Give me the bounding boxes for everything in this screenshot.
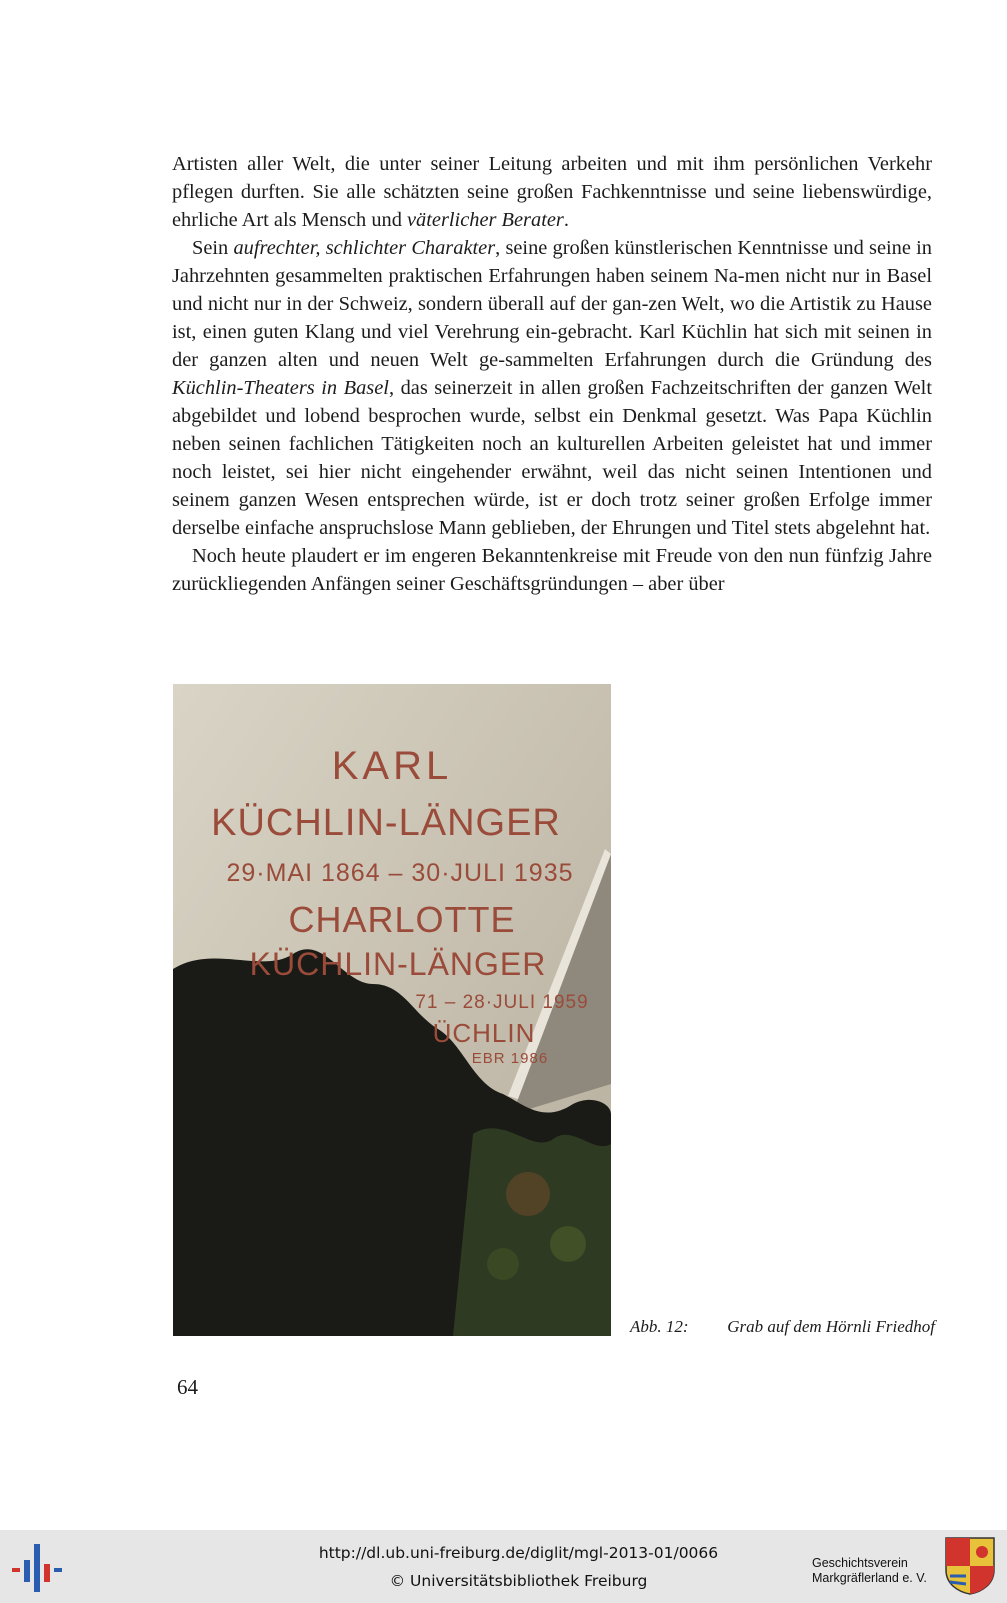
text-segment: , seine großen künstlerischen Kenntnisse und seine in Jahrzehnten gesammelten praktischen Erfahrungen haben seinem Na-men nicht nur in Basel und nicht nur in der Schweiz, sondern überall auf der gan-zen Welt, wo die Artistik zu Hause ist, einen guten Klang und viel Verehrung ein-gebracht. Karl Küchlin hat sich mit seinen in der ganzen alten und neuen Welt ge-sammelten Erfahrungen durch die Gründung des [172, 237, 932, 371]
text-segment: . [563, 209, 569, 231]
text-segment: Noch heute plaudert er im engeren Bekanntenkreise mit Freude von den nun fünfzig Jahre zurückliegenden Anfängen seiner Geschäftsgründungen – aber über [172, 545, 932, 595]
text-segment: Sein [192, 237, 234, 259]
text-segment: , das seinerzeit in allen großen Fachzeitschriften der ganzen Welt abgebildet und lobend besprochen wurde, selbst ein Denkmal gesetzt. Was Papa Küchlin neben seinen fachlichen Tätigkeiten noch an kulturellen Arbeiten geleistet hat und immer noch leistet, sei hier nicht eingehender erwähnt, weil das nicht seinen Intentionen und seinem ganzen Wesen entsprechen würde, ist er doch trotz seiner großen Erfolge immer derselbe einfache anspruchslose Mann geblieben, der Ehrungen und Titel stets abgelehnt hat. [172, 377, 932, 539]
grave-photo [173, 684, 611, 1336]
society-name [812, 1556, 942, 1586]
inscription-line-2: KÜCHLIN-LÄNGER [211, 802, 561, 844]
society-line-2: Markgräflerland e. V. [812, 1571, 927, 1585]
paragraph [172, 542, 932, 598]
figure-caption [630, 1317, 935, 1337]
caption-text: Grab auf dem Hörnli Friedhof [727, 1317, 935, 1336]
paragraph [172, 234, 932, 542]
inscription-line-1: KARL [331, 744, 453, 788]
society-line-1: Geschichtsverein [812, 1556, 908, 1570]
page-number: 64 [177, 1375, 198, 1399]
italic-text: väterlicher Berater [407, 209, 564, 231]
text-segment: Artisten aller Welt, die unter seiner Leitung arbeiten und mit ihm persönlichen Verkehr pflegen durften. Sie alle schätzten seine großen Fachkenntnisse und seine liebenswürdige, ehrliche Art als Mensch und [172, 153, 932, 231]
caption-label: Abb. 12: [630, 1317, 689, 1336]
inscription-line-8: EBR 1986 [471, 1050, 549, 1067]
body-text [172, 150, 932, 598]
italic-text: Küchlin-Theaters in Basel [172, 377, 389, 399]
inscription-line-4: CHARLOTTE [288, 899, 516, 940]
inscription-line-3: 29·MAI 1864 – 30·JULI 1935 [226, 859, 574, 887]
footer-bar [0, 1530, 1007, 1603]
source-url-link[interactable]: http://dl.ub.uni-freiburg.de/diglit/mgl-2013-01/0066 [318, 1544, 719, 1562]
italic-text: aufrechter, schlichter Charakter [233, 237, 496, 259]
inscription-line-7: ÜCHLIN [432, 1018, 536, 1048]
inscription-line-6: 71 – 28·JULI 1959 [415, 992, 589, 1013]
inscription-line-5: KÜCHLIN-LÄNGER [249, 946, 547, 982]
society-crest-icon [944, 1536, 996, 1596]
copyright-text: © Universitätsbibliothek Freiburg [389, 1572, 648, 1590]
paragraph [172, 150, 932, 234]
